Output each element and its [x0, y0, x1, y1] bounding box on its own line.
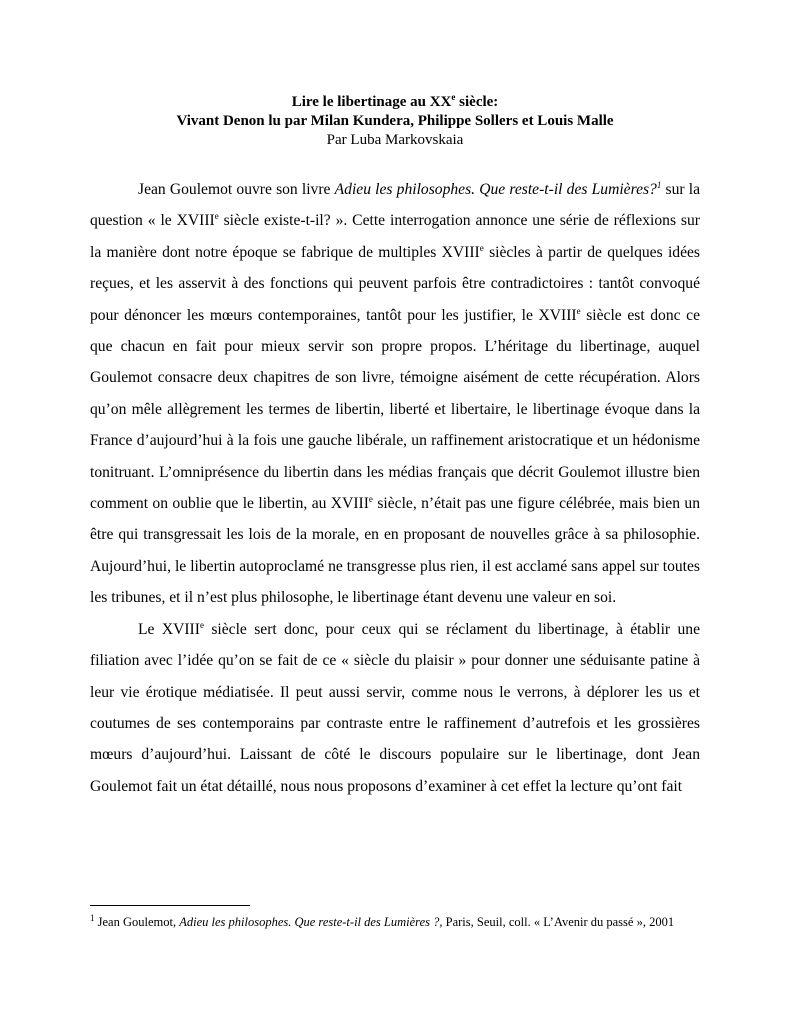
paragraph-2 — [90, 614, 700, 802]
superscript-e: e — [479, 242, 484, 253]
footnote-number: 1 — [90, 912, 95, 923]
title-line-2: Vivant Denon lu par Milan Kundera, Philippe Sollers et Louis Malle — [176, 113, 614, 129]
paragraph-1 — [90, 174, 700, 614]
text-run: siècle existe-t-il? ». Cette interrogation annonce une série de réflexions sur la manière dont notre époque se fabrique de multiples XVIII — [90, 212, 700, 261]
text-run: siècle sert donc, pour ceux qui se réclament du libertinage, à établir une filiation avec l’idée qu’on se fait de ce « siècle du plaisir » pour donner une séduisante patine à leur vie érotique médiatisée. Il peut aussi servir, comme nous le verrons, à déplorer les us et coutumes de ses contemporains par contraste entre le raffinement d’autrefois et les grossières mœurs d’aujourd’hui. Laissant de côté le discours populaire sur le libertinage, dont Jean Goulemot fait un état détaillé, nous nous proposons d’examiner à cet effet la lecture qu’ont fait — [90, 620, 700, 795]
article-header — [90, 93, 700, 150]
footnote-1 — [90, 914, 720, 930]
text-run: , Paris, Seuil, coll. « L’Avenir du passé », 2001 — [439, 915, 675, 929]
footnote-reference[interactable]: 1 — [656, 179, 662, 190]
article-body — [90, 174, 700, 802]
text-run: Jean Goulemot ouvre son livre — [138, 181, 335, 198]
text-run: sur la question « le XVIII — [90, 181, 700, 230]
text-run: siècle, n’était pas une figure célébrée, mais bien un être qui transgressait les lois de la morale, en en proposant de nouvelles grâce à sa philosophie. Aujourd’hui, le libertin autoproclamé ne transgresse plus rien, il est acclamé sans appel sur toutes les tribunes, et il n’est plus philosophe, le libertinage étant devenu une valeur en soi. — [90, 495, 700, 607]
text-run: siècle est donc ce que chacun en fait pour mieux servir son propre propos. L’héritage du libertinage, auquel Goulemot consacre deux chapitres de son livre, témoigne aisément de cette récupération. Alors qu’on mêle allègrement les termes de libertin, liberté et libertaire, le libertinage évoque dans la France d’aujourd’hui à la fois une gauche libérale, un raffinement aristocratique et un hédonisme tonitruant. L’omniprésence du libertin dans les médias français que décrit Goulemot illustre bien comment on oublie que le libertin, au XVIII — [90, 306, 700, 513]
book-title-italic: Adieu les philosophes. Que reste-t-il des Lumières ? — [179, 915, 440, 929]
superscript-e: e — [451, 92, 456, 102]
superscript-e: e — [576, 305, 581, 316]
text-run: Jean Goulemot, — [94, 915, 180, 929]
book-title-italic: Adieu les philosophes. Que reste-t-il des Lumières? — [334, 181, 657, 198]
superscript-e: e — [214, 211, 219, 222]
footnote-separator — [90, 905, 250, 906]
author-byline: Par Luba Markovskaia — [326, 132, 464, 148]
title-text-end: siècle: — [455, 94, 499, 110]
text-run: siècles à partir de quelques idées reçues, et les asservit à des fonctions qui peuvent parfois être contradictoires : tantôt convoqué pour dénoncer les mœurs contemporaines, tantôt pour les justifier, le XVIII — [90, 243, 701, 324]
superscript-e: e — [199, 619, 204, 630]
title-line-1 — [90, 93, 700, 112]
title-text: Lire le libertinage au XX — [291, 94, 452, 110]
superscript-e: e — [368, 493, 373, 504]
text-run: Le XVIII — [138, 620, 200, 638]
